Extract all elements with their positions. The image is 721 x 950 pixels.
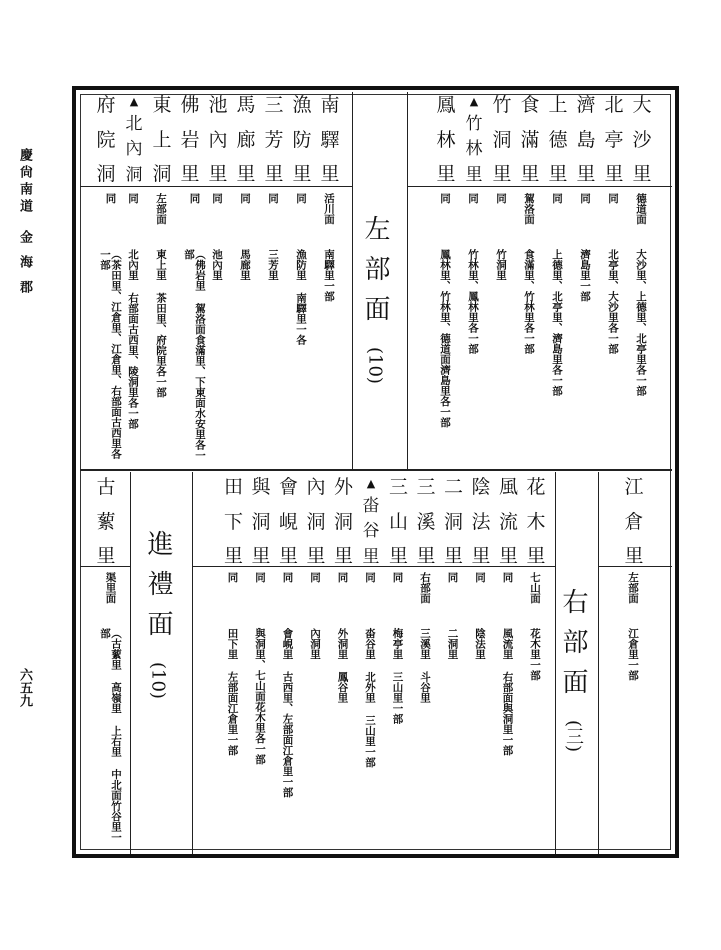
list-item [262,96,286,184]
list-item [497,478,521,566]
origin-villages: 花木里一部 [529,628,542,681]
list-item [469,478,493,566]
section-title-top [362,215,388,384]
list-item [630,96,654,184]
origin-villages: 外洞里 鳳谷里 [336,628,349,703]
origin-area: 同 [267,193,280,204]
list-item [122,96,146,184]
origin-villages: 與洞里、七山面花木里各一部 [254,628,267,765]
origin-area: 德道面 [635,193,648,225]
origin-villages: 濟島里一部 [579,249,592,302]
origin-area: 同 [127,193,140,204]
origin-villages: 上德里、北亭里、濟島里各一部 [551,249,564,396]
list-item [94,478,118,566]
list-item [434,96,458,184]
origin-area: 同 [211,193,224,204]
village-name: 池 內 里 [208,94,228,185]
origin-area: 七山面 [529,572,542,604]
origin-area: 右部面 [419,572,432,604]
list-item [234,96,258,184]
village-name: 馬 廊 里 [236,94,256,185]
village-name: 大 沙 里 [632,94,652,185]
province-label: 慶尙南道 [17,148,32,216]
village-name: 江 倉 里 [624,476,644,567]
village-name: 三 芳 里 [264,94,284,185]
origin-area: 同 [226,572,239,583]
list-item [462,96,486,184]
list-item [277,478,301,566]
list-item [206,96,230,184]
origin-area: 同 [467,193,480,204]
origin-villages: 江倉里一部 [627,628,640,681]
origin-villages: 池內里 [211,249,224,281]
origin-area: 駕洛面 [523,193,536,225]
margin-header [18,148,31,305]
origin-villages: 竹洞里 [495,249,508,281]
origin-area: 同 [579,193,592,204]
village-name: 外 洞 里 [333,476,353,567]
village-name: 竹 洞 里 [492,94,512,185]
origin-villages: 南驛里一部 [323,249,336,302]
village-name: 府 院 洞 [96,94,116,185]
origin-villages: 大沙里、上德里、北亭里各一部 [635,249,648,396]
origin-area: 同 [254,572,267,583]
origin-villages: 北亭里、大沙里各一部 [607,249,620,354]
list-item [602,96,626,184]
origin-villages: 梅亭里 三山里一部 [391,628,404,724]
origin-area: 同 [281,572,294,583]
triangle-marker-icon: ▲ [366,477,376,490]
origin-villages: 內洞里 [309,628,322,660]
village-name: ▲ 畓 谷 里 [362,477,380,567]
bottom-title-right-divider [555,472,556,854]
village-name: 三 山 里 [388,476,408,567]
village-name: 濟 島 里 [576,94,596,185]
origin-villages: 畓谷里 北外里 三山里一部 [364,628,377,768]
origin-villages: 三溪里 斗谷里 [419,628,432,703]
origin-area: 左部面 [155,193,168,225]
village-name: 花 木 里 [526,476,546,567]
origin-villages: 竹林里、鳳林里各一部 [467,249,480,354]
list-item [304,478,328,566]
origin-area: 同 [391,572,404,583]
origin-area: 同 [446,572,459,583]
section-title-bottom-left [145,530,171,699]
list-item [290,96,314,184]
bottom-farright-divider [598,472,599,854]
origin-villages: 鳳林里、竹林里、德道面濟島里各一部 [439,249,452,428]
origin-area: 同 [495,193,508,204]
origin-villages: 田下里 左部面江倉里一部 [226,628,239,756]
origin-villages: 食滿里、竹林里各一部 [523,249,536,354]
list-item [94,96,118,184]
list-item [318,96,342,184]
village-name: 古 蕠 里 [96,476,116,567]
origin-villages: 風流里 右部面與洞里一部 [501,628,514,756]
list-item [150,96,174,184]
section-count-bottom-left: (10) [147,662,169,699]
origin-area: 同 [364,572,377,583]
origin-villages: 漁防里 南驛里一各 [295,249,308,345]
origin-area: 同 [336,572,349,583]
origin-area: 渠里面 [104,572,117,604]
village-name: 會 峴 里 [278,476,298,567]
section-count-top: (10) [364,347,386,384]
top-left-header-rule [80,186,352,187]
page-number: 六五九 [17,668,32,707]
origin-area: 同 [188,193,201,204]
top-right-header-rule [408,186,672,187]
village-name: ▲ 北 內 洞 [125,95,143,185]
village-name: 鳳 林 里 [436,94,456,185]
origin-area: 活川面 [323,193,336,225]
village-name: 陰 法 里 [471,476,491,567]
origin-villages: 二洞里 [446,628,459,660]
village-name: 漁 防 里 [292,94,312,185]
village-name: ▲ 竹 林 里 [465,95,483,185]
list-item [622,478,646,566]
half-divider [80,469,672,471]
origin-villages: 北內里 右部面古西里、陵洞里各一部 [127,249,140,429]
origin-area: 同 [474,572,487,583]
list-item [332,478,356,566]
list-item [414,478,438,566]
origin-area: 同 [104,193,117,204]
origin-villages: 三芳里 [267,249,280,281]
village-name: 三 溪 里 [416,476,436,567]
village-name: 上 德 里 [548,94,568,185]
list-item [546,96,570,184]
list-item [518,96,542,184]
section-title-bottom-right [560,588,586,752]
village-name: 風 流 里 [498,476,518,567]
bottom-farleft-divider [130,472,131,854]
village-name: 與 洞 里 [251,476,271,567]
list-item [178,96,202,184]
triangle-marker-icon: ▲ [469,95,479,108]
origin-area: 同 [295,193,308,204]
origin-area: 左部面 [627,572,640,604]
section-title-u-bu: 右部面 [558,588,588,708]
triangle-marker-icon: ▲ [129,95,139,108]
bottom-entries-left-divider [192,472,193,854]
origin-villages: 陰法里 [474,628,487,660]
village-name: 南 驛 里 [320,94,340,185]
village-name: 東 上 洞 [152,94,172,185]
origin-area: 同 [309,572,322,583]
village-name: 田 下 里 [223,476,243,567]
village-name: 內 洞 里 [306,476,326,567]
list-item [387,478,411,566]
county-label: 金海郡 [17,230,32,305]
top-title-divider-right [407,92,408,469]
village-name: 佛 岩 里 [180,94,200,185]
list-item [574,96,598,184]
list-item [490,96,514,184]
list-item [524,478,548,566]
origin-villages: 馬廊里 [239,249,252,281]
origin-villages: ︵佛岩里 駕洛面食滿里、下東面水安里各一部 [183,249,207,461]
section-title-jinrye: 進禮面 [143,530,173,650]
section-count-bottom-right: (三) [563,720,584,753]
list-item [442,478,466,566]
village-name: 北 亭 里 [604,94,624,185]
village-name: 食 滿 里 [520,94,540,185]
list-item [222,478,246,566]
origin-villages: ︵茶田里、江倉里、江倉里、右部面古西里各一部 [99,249,123,459]
origin-area: 同 [239,193,252,204]
origin-area: 同 [551,193,564,204]
village-name: 二 洞 里 [443,476,463,567]
top-title-divider-left [352,92,353,469]
origin-villages: 會峴里 古西里、左部面江倉里一部 [281,628,294,798]
origin-villages: ︵古蕠里 高嶺里 上右里 中北面竹谷里一部 [99,628,123,843]
origin-area: 同 [439,193,452,204]
list-item [249,478,273,566]
origin-villages: 東上里 茶田里、府院里各一部 [155,249,168,398]
list-item [359,478,383,566]
section-title-left-bu: 左部面 [360,215,390,335]
origin-area: 同 [607,193,620,204]
origin-area: 同 [501,572,514,583]
